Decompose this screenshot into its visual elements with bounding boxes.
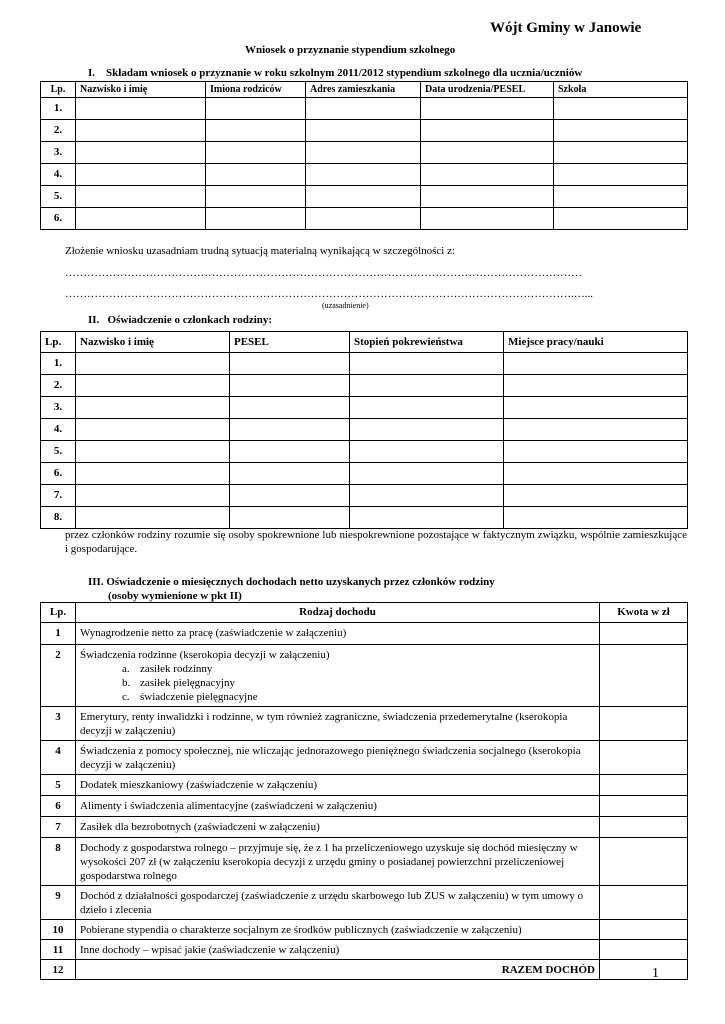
amount-cell[interactable]: [600, 775, 688, 796]
family-benefits-list: [80, 662, 595, 704]
row-number: 1.: [41, 353, 76, 375]
income-type: Emerytury, renty inwalidzki i rodzinne, w tym również zagraniczne, świadczenia przedemerytalne (kserokopia decyzji w załączeniu): [76, 707, 600, 741]
row-number: 6.: [41, 463, 76, 485]
input-cell[interactable]: [306, 208, 421, 230]
justification-line-1[interactable]: ……………………………………………………………………………………………………………………………: [65, 267, 582, 279]
input-cell[interactable]: [230, 441, 350, 463]
input-cell[interactable]: [76, 397, 230, 419]
family-definition-note: przez członków rodziny rozumie się osoby spokrewnione lub niespokrewnione pozostające w faktycznym związku, wspólnie zamieszkujące i gospodarujące.: [65, 529, 687, 555]
input-cell[interactable]: [230, 463, 350, 485]
income-type: Świadczenia z pomocy społecznej, nie wliczając jednorazowego pieniężnego świadczenia socjalnego (kserokopia decyzji w załączeniu): [76, 741, 600, 775]
row-number: 3: [41, 707, 76, 741]
row-number: 3.: [41, 142, 76, 164]
input-cell[interactable]: [554, 164, 688, 186]
row-number: 2: [41, 645, 76, 707]
income-type: [76, 645, 600, 707]
row-number: 5: [41, 775, 76, 796]
input-cell[interactable]: [230, 507, 350, 529]
table-row: [41, 142, 688, 164]
income-type: Inne dochody – wpisać jakie (zaświadczenie w załączeniu): [76, 940, 600, 960]
table-row: [41, 940, 688, 960]
table-row: [41, 485, 688, 507]
column-header: Szkoła: [554, 82, 688, 98]
input-cell[interactable]: [421, 164, 554, 186]
input-cell[interactable]: [76, 353, 230, 375]
row-number: 2.: [41, 120, 76, 142]
input-cell[interactable]: [350, 507, 504, 529]
table-row: [41, 707, 688, 741]
income-type-text: Świadczenia rodzinne (kserokopia decyzji w załączeniu): [80, 649, 330, 661]
input-cell[interactable]: [504, 441, 688, 463]
row-number: 4.: [41, 419, 76, 441]
table-row: [41, 645, 688, 707]
table-row: [41, 886, 688, 920]
input-cell[interactable]: [76, 186, 206, 208]
amount-cell[interactable]: [600, 940, 688, 960]
row-number: 1: [41, 623, 76, 645]
table-row: [41, 120, 688, 142]
column-header: Nazwisko i imię: [76, 332, 230, 353]
input-cell[interactable]: [76, 463, 230, 485]
table-row: [41, 507, 688, 529]
input-cell[interactable]: [306, 142, 421, 164]
income-type: Wynagrodzenie netto za pracę (zaświadczenie w załączeniu): [76, 623, 600, 645]
column-header: Lp.: [41, 603, 76, 623]
input-cell[interactable]: [206, 208, 306, 230]
row-number: 10: [41, 920, 76, 940]
row-number: 2.: [41, 375, 76, 397]
input-cell[interactable]: [554, 186, 688, 208]
table-header-row: [41, 332, 688, 353]
row-number: 5.: [41, 186, 76, 208]
justification-caption: (uzasadnienie): [322, 301, 369, 310]
input-cell[interactable]: [504, 507, 688, 529]
table-row: [41, 397, 688, 419]
input-cell[interactable]: [76, 419, 230, 441]
input-cell[interactable]: [421, 186, 554, 208]
column-header: Stopień pokrewieństwa: [350, 332, 504, 353]
input-cell[interactable]: [306, 164, 421, 186]
row-number: 3.: [41, 397, 76, 419]
input-cell[interactable]: [206, 98, 306, 120]
income-type: Zasiłek dla bezrobotnych (zaświadczeni w załączeniu): [76, 817, 600, 838]
input-cell[interactable]: [554, 142, 688, 164]
row-number: 12: [41, 960, 76, 980]
table-row: [41, 419, 688, 441]
column-header: Data urodzenia/PESEL: [421, 82, 554, 98]
input-cell[interactable]: [206, 164, 306, 186]
justification-line-2[interactable]: ………………………………………………………………………………………………………………………….…...: [65, 288, 593, 300]
total-income-label: RAZEM DOCHÓD: [76, 960, 600, 980]
income-type: Dochody z gospodarstwa rolnego – przyjmuje się, że z 1 ha przeliczeniowego uzyskuje się dochód miesięczny w wysokości 207 zł (w załączeniu kserokopia decyzji z urzędu gminy o posiadanej powierzchni przeliczeniowej gospodarstwa rolnego: [76, 838, 600, 886]
row-number: 7: [41, 817, 76, 838]
column-header: Miejsce pracy/nauki: [504, 332, 688, 353]
row-number: 6: [41, 796, 76, 817]
input-cell[interactable]: [76, 441, 230, 463]
input-cell[interactable]: [504, 397, 688, 419]
column-header: Lp.: [41, 332, 76, 353]
table-row: [41, 98, 688, 120]
income-type: Pobierane stypendia o charakterze socjalnym ze środków publicznych (zaświadczenie w załączeniu): [76, 920, 600, 940]
section-3-subheading: (osoby wymienione w pkt II): [108, 590, 242, 602]
column-header: Lp.: [41, 82, 76, 98]
table-row: [41, 775, 688, 796]
income-table: [40, 602, 688, 980]
amount-cell[interactable]: [600, 623, 688, 645]
table-row: [41, 463, 688, 485]
amount-cell[interactable]: [600, 920, 688, 940]
input-cell[interactable]: [504, 375, 688, 397]
row-number: 4.: [41, 164, 76, 186]
input-cell[interactable]: [554, 98, 688, 120]
input-cell[interactable]: [350, 375, 504, 397]
input-cell[interactable]: [76, 164, 206, 186]
table-row: [41, 623, 688, 645]
table-header-row: [41, 82, 688, 98]
input-cell[interactable]: [350, 441, 504, 463]
input-cell[interactable]: [76, 485, 230, 507]
input-cell[interactable]: [306, 120, 421, 142]
input-cell[interactable]: [76, 98, 206, 120]
row-number: 9: [41, 886, 76, 920]
justification-intro: Złożenie wniosku uzasadniam trudną sytuacją materialną wynikającą w szczególności z:: [65, 245, 456, 257]
input-cell[interactable]: [554, 120, 688, 142]
list-item: c. świadczenie pielęgnacyjne: [122, 691, 258, 703]
income-type: Alimenty i świadczenia alimentacyjne (zaświadczeni w załączeniu): [76, 796, 600, 817]
input-cell[interactable]: [206, 142, 306, 164]
input-cell[interactable]: [504, 485, 688, 507]
column-header: PESEL: [230, 332, 350, 353]
table-row: [41, 353, 688, 375]
amount-cell[interactable]: [600, 707, 688, 741]
input-cell[interactable]: [350, 353, 504, 375]
table-header-row: [41, 603, 688, 623]
input-cell[interactable]: [76, 120, 206, 142]
column-header: Nazwisko i imię: [76, 82, 206, 98]
row-number: 8.: [41, 507, 76, 529]
page-number: 1: [652, 966, 659, 981]
table-row: [41, 164, 688, 186]
input-cell[interactable]: [230, 353, 350, 375]
input-cell[interactable]: [504, 463, 688, 485]
input-cell[interactable]: [554, 208, 688, 230]
amount-cell[interactable]: [600, 645, 688, 707]
input-cell[interactable]: [421, 208, 554, 230]
addressee: Wójt Gminy w Janowie: [490, 20, 642, 36]
table-row: [41, 960, 688, 980]
input-cell[interactable]: [350, 397, 504, 419]
section-2-heading: II. Oświadczenie o członkach rodziny:: [88, 314, 273, 326]
table-row: [41, 375, 688, 397]
input-cell[interactable]: [421, 142, 554, 164]
row-number: 11: [41, 940, 76, 960]
input-cell[interactable]: [421, 98, 554, 120]
amount-cell[interactable]: [600, 817, 688, 838]
input-cell[interactable]: [76, 208, 206, 230]
table-row: [41, 920, 688, 940]
table-row: [41, 208, 688, 230]
table-row: [41, 441, 688, 463]
input-cell[interactable]: [504, 419, 688, 441]
income-type: Dodatek mieszkaniowy (zaświadczenie w załączeniu): [76, 775, 600, 796]
section-3-heading: III. Oświadczenie o miesięcznych dochodach netto uzyskanych przez członków rodziny: [88, 576, 495, 588]
input-cell[interactable]: [230, 397, 350, 419]
row-number: 6.: [41, 208, 76, 230]
row-number: 4: [41, 741, 76, 775]
students-table: [40, 81, 688, 230]
table-row: [41, 186, 688, 208]
input-cell[interactable]: [76, 375, 230, 397]
input-cell[interactable]: [230, 485, 350, 507]
input-cell[interactable]: [306, 98, 421, 120]
row-number: 8: [41, 838, 76, 886]
input-cell[interactable]: [350, 485, 504, 507]
amount-cell[interactable]: [600, 741, 688, 775]
total-amount-cell[interactable]: [600, 960, 688, 980]
input-cell[interactable]: [230, 375, 350, 397]
amount-cell[interactable]: [600, 796, 688, 817]
family-members-table: [40, 331, 688, 529]
amount-cell[interactable]: [600, 838, 688, 886]
row-number: 5.: [41, 441, 76, 463]
income-type: Dochód z działalności gospodarczej (zaświadczenie z urzędu skarbowego lub ZUS w załączeniu) w tym umowy o dzieło i zlecenia: [76, 886, 600, 920]
input-cell[interactable]: [230, 419, 350, 441]
table-row: [41, 741, 688, 775]
table-row: [41, 796, 688, 817]
list-item: b. zasiłek pielęgnacyjny: [122, 677, 235, 689]
input-cell[interactable]: [421, 120, 554, 142]
section-1-heading: I. Składam wniosek o przyznanie w roku szkolnym 2011/2012 stypendium szkolnego dla ucznia/uczniów: [88, 67, 583, 79]
table-row: [41, 817, 688, 838]
input-cell[interactable]: [350, 463, 504, 485]
input-cell[interactable]: [76, 507, 230, 529]
input-cell[interactable]: [206, 186, 306, 208]
amount-cell[interactable]: [600, 886, 688, 920]
row-number: 7.: [41, 485, 76, 507]
input-cell[interactable]: [76, 142, 206, 164]
input-cell[interactable]: [306, 186, 421, 208]
column-header: Rodzaj dochodu: [76, 603, 600, 623]
input-cell[interactable]: [350, 419, 504, 441]
form-title: Wniosek o przyznanie stypendium szkolnego: [245, 44, 456, 56]
column-header: Adres zamieszkania: [306, 82, 421, 98]
input-cell[interactable]: [504, 353, 688, 375]
list-item: a. zasiłek rodzinny: [122, 663, 213, 675]
column-header: Kwota w zł: [600, 603, 688, 623]
column-header: Imiona rodziców: [206, 82, 306, 98]
table-row: [41, 838, 688, 886]
input-cell[interactable]: [206, 120, 306, 142]
row-number: 1.: [41, 98, 76, 120]
